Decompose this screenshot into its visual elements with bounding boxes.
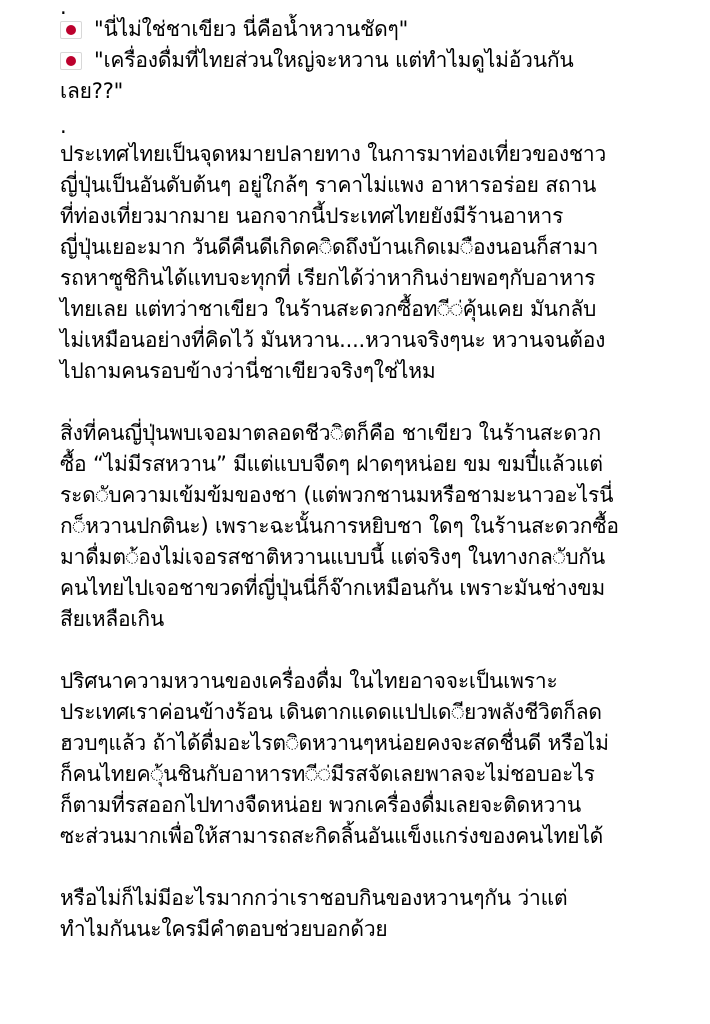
paragraph-1: [60, 139, 700, 387]
paragraph-line: ปริศนาความหวานของเครื่องดื่ม ในไทยอาจจะเป็นเพราะ: [60, 669, 558, 693]
quote-continuation: เลย??": [60, 79, 124, 103]
paragraph-line: ไทยเลย แต่ทว่าชาเขียว ในร้านสะดวกซื้อท◌ี◌่คุ้นเคย มันกลับ: [60, 297, 597, 321]
quote-text: "นี่ไม่ใช่ชาเขียว นี่คือน้ำหวานชัดๆ": [94, 17, 409, 41]
paragraph-line: ญี่ปุ่นเยอะมาก วันดีคืนดีเกิดค◌ิดถึงบ้านเกิดเม◌ืองนอนก็สามา: [60, 235, 599, 259]
paragraph-line: ระด◌ับความเข้มข้มของชา (แต่พวกชานมหรือชามะนาวอะไรนี่: [60, 483, 614, 507]
paragraph-line: ซะส่วนมากเพื่อให้สามารถสะกิดลิ้นอันแข็งแกร่งของคนไทยได้: [60, 824, 604, 848]
paragraph-line: สิ่งที่คนญี่ปุ่นพบเจอมาตลอดชีว◌ิตก็คือ ชาเขียว ในร้านสะดวก: [60, 421, 601, 445]
japan-flag-icon: [60, 52, 82, 70]
dot-separator: .: [60, 114, 67, 138]
dot-separator: .: [60, 0, 67, 19]
paragraph-line: มาดื่มต◌้องไม่เจอรสชาติหวานแบบนี้ แต่จริงๆ ในทางกล◌ับกัน: [60, 545, 606, 569]
paragraph-line: ประเทศเราค่อนข้างร้อน เดินตากแดดแปปเด◌ียวพลังชีวิตก็ลด: [60, 700, 602, 724]
paragraph-line: หรือไม่ก็ไม่มีอะไรมากกว่าเราชอบกินของหวานๆกัน ว่าแต่: [60, 886, 568, 910]
paragraph-line: ก็ตามที่รสออกไปทางจืดหน่อย พวกเครื่องดื่มเลยจะติดหวาน: [60, 793, 581, 817]
paragraph-line: ทำไมกันนะใครมีคำตอบช่วยบอกด้วย: [60, 917, 388, 941]
paragraph-line: สียเหลือเกิน: [60, 607, 165, 631]
paragraph-line: ฮวบๆแล้ว ถ้าได้ดื่มอะไรต◌ิดหวานๆหน่อยคงจะสดชื่นดี หรือไม่: [60, 731, 609, 755]
paragraph-line: ไปถามคนรอบข้างว่านี่ชาเขียวจริงๆใช่ไหม: [60, 359, 436, 383]
paragraph-line: ก็คนไทยค◌ุ้นชินกับอาหารท◌ี◌่มีรสจัดเลยพาลจะไม่ชอบอะไร: [60, 762, 595, 786]
paragraph-line: คนไทยไปเจอชาขวดที่ญี่ปุ่นนี่ก็จ๊ากเหมือนกัน เพราะมันช่างขม: [60, 576, 606, 600]
paragraph-3: [60, 666, 700, 852]
paragraph-line: ประเทศไทยเป็นจุดหมายปลายทาง ในการมาท่องเที่ยวของชาว: [60, 142, 607, 166]
paragraph-gap: [60, 387, 700, 418]
paragraph-line: ไม่เหมือนอย่างที่คิดไว้ มันหวาน....หวานจริงๆนะ หวานจนต้อง: [60, 328, 606, 352]
post-body: [60, 0, 700, 945]
paragraph-line: ก◌็หวานปกตินะ) เพราะฉะนั้นการหยิบชา ใดๆ ในร้านสะดวกซื้อ: [60, 514, 619, 538]
quote-line-2: [60, 45, 700, 76]
paragraph-gap: [60, 852, 700, 883]
paragraph-4: [60, 883, 700, 945]
paragraph-line: ที่ท่องเที่ยวมากมาย นอกจากนี้ประเทศไทยยังมีร้านอาหาร: [60, 204, 564, 228]
paragraph-gap: [60, 635, 700, 666]
japan-flag-icon: [60, 21, 82, 39]
quote-line-1: [60, 14, 700, 45]
paragraph-line: รถหาซูชิกินได้แทบจะทุกที่ เรียกได้ว่าหากินง่ายพอๆกับอาหาร: [60, 266, 596, 290]
quote-text: "เครื่องดื่มที่ไทยส่วนใหญ่จะหวาน แต่ทำไมดูไม่อ้วนกัน: [94, 48, 574, 72]
paragraph-line: ญี่ปุ่นเป็นอันดับต้นๆ อยู่ใกล้ๆ ราคาไม่แพง อาหารอร่อย สถาน: [60, 173, 597, 197]
paragraph-2: [60, 418, 700, 635]
paragraph-line: ซื้อ “ไม่มีรสหวาน” มีแต่แบบจืดๆ ฝาดๆหน่อย ขม ขมปี๋แล้วแต่: [60, 452, 603, 476]
